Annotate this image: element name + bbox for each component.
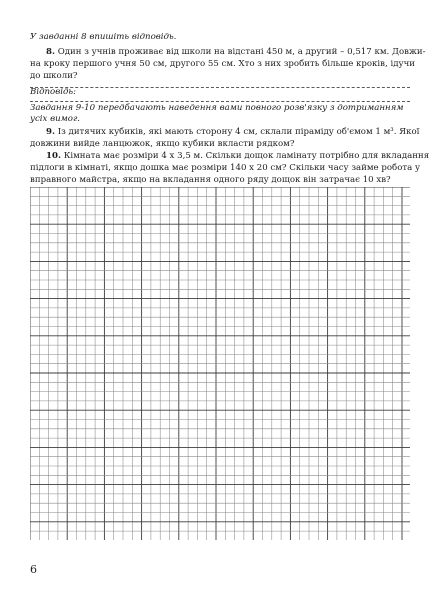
answer-line-2 xyxy=(30,101,410,102)
task9-line1 xyxy=(46,127,419,138)
grid-lines xyxy=(30,187,410,540)
task10-text-line3: вправного майстра, якщо на вкладання одного ряду дощок він затрачає 10 хв? xyxy=(30,175,391,185)
task10-number: 10. xyxy=(46,151,61,161)
answer-label: Відповідь: xyxy=(30,87,76,97)
task10-text-line1: Кімната має розміри 4 x 3,5 м. Скільки дощок ламінату потрібно для вкладання xyxy=(63,151,430,161)
task9-number: 9. xyxy=(46,127,55,137)
task8-instruction: У завданні 8 впишіть відповідь. xyxy=(30,32,177,42)
task8-line1 xyxy=(46,47,426,58)
task8-text-line2: на кроку першого учня 50 см, другого 55 см. Хто з них зробить більше кроків, ідучи xyxy=(30,59,415,69)
tasks-9-10-instruction: Завдання 9-10 передбачають наведення вами повного розв'язку з дотриманням xyxy=(30,103,404,113)
task8-text-line3: до школи? xyxy=(30,71,78,81)
page-number: 6 xyxy=(30,563,37,576)
task8-text-line1: Один з учнів проживає від школи на відстані 450 м, а другий – 0,517 км. Довжи- xyxy=(57,47,426,57)
task10-line1 xyxy=(46,151,429,162)
answer-grid[interactable] xyxy=(30,187,410,540)
task9-text-line2: довжини вийде ланцюжок, якщо кубики вкласти рядком? xyxy=(30,139,295,149)
task8-number: 8. xyxy=(46,47,55,57)
task9-text-line1: Із дитячих кубиків, які мають сторону 4 см, склали піраміду об'ємом 1 м³. Якої xyxy=(57,127,420,137)
answer-line-1 xyxy=(30,87,410,88)
task10-text-line2: підлоги в кімнаті, якщо дошка має розміри 140 x 20 см? Скільки часу займе робота у xyxy=(30,163,421,173)
tasks-9-10-instruction-cont: усіх вимог. xyxy=(30,114,81,124)
